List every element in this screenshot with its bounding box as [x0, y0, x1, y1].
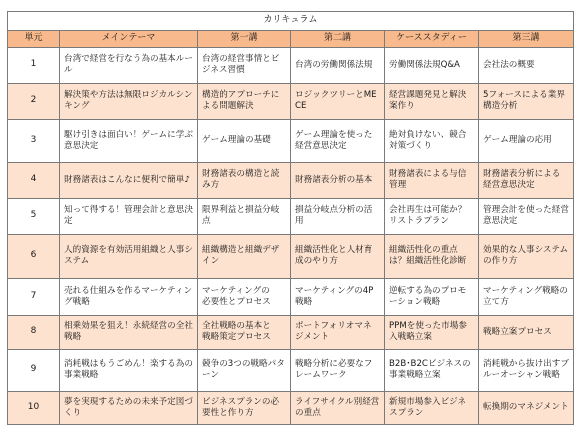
main-theme-cell: 人的資源を有効活用組織と人事システム — [60, 234, 198, 278]
case-study-cell: 絶対負けない、競合対策づくり — [385, 119, 479, 162]
lecture-2-cell: 損益分岐点分析の活用 — [291, 198, 385, 234]
lecture-2-cell: 組織活性化と人材育成のやり方 — [291, 234, 385, 278]
lecture-2-cell: マーケティングの4P戦略 — [291, 278, 385, 315]
lecture-1-cell: 財務諸表の構造と読み方 — [198, 162, 291, 198]
lecture-3-cell: ゲーム理論の応用 — [479, 119, 574, 162]
header-lecture-3: 第三講 — [479, 31, 574, 48]
lecture-3-cell: 転換期のマネジメント — [479, 391, 574, 424]
main-theme-cell: 売れる仕組みを作るマーケティング戦略 — [60, 278, 198, 315]
main-theme-cell: 相乗効果を狙え！永続経営の全社戦略 — [60, 315, 198, 349]
lecture-3-cell: 戦略立案プロセス — [479, 315, 574, 349]
table-row — [8, 234, 574, 278]
case-study-cell: B2B･B2Cビジネスの事業戦略立案 — [385, 349, 479, 391]
unit-number: 3 — [8, 119, 60, 162]
unit-number: 8 — [8, 315, 60, 349]
main-theme-cell: 財務諸表はこんなに便利で簡単♪ — [60, 162, 198, 198]
table-row — [8, 198, 574, 234]
curriculum-table — [7, 11, 574, 425]
main-theme-cell: 解決策や方法は無限ロジカルシンキング — [60, 83, 198, 119]
lecture-3-cell: 効果的な人事システムの作り方 — [479, 234, 574, 278]
case-study-cell: 財務諸表による与信管理 — [385, 162, 479, 198]
table-row — [8, 47, 574, 83]
lecture-2-cell: 台湾の労働関係法規 — [291, 47, 385, 83]
case-study-cell: 経営課題発見と解決案作り — [385, 83, 479, 119]
case-study-cell: 新規市場参入ビジネスプラン — [385, 391, 479, 424]
case-study-cell: 組織活性化の重点は？組織活性化診断 — [385, 234, 479, 278]
case-study-cell: 労働関係法規Q&A — [385, 47, 479, 83]
lecture-3-cell: 財務諸表分析による 経営意思決定 — [479, 162, 574, 198]
table-title: カリキュラム — [8, 12, 574, 31]
unit-number: 7 — [8, 278, 60, 315]
case-study-cell: 逆転する為のプロモーション戦略 — [385, 278, 479, 315]
header-unit: 単元 — [8, 31, 60, 48]
lecture-3-cell: マーケティング戦略の立て方 — [479, 278, 574, 315]
table-row — [8, 391, 574, 424]
header-case-study: ケーススタディー — [385, 31, 479, 48]
lecture-1-cell: 台湾の経営事情とビジネス習慣 — [198, 47, 291, 83]
unit-number: 1 — [8, 47, 60, 83]
unit-number: 6 — [8, 234, 60, 278]
table-row — [8, 315, 574, 349]
lecture-1-cell: ゲーム理論の基礎 — [198, 119, 291, 162]
unit-number: 2 — [8, 83, 60, 119]
lecture-1-cell: マーケティングの 必要性とプロセス — [198, 278, 291, 315]
case-study-cell: PPMを使った市場参入戦略立案 — [385, 315, 479, 349]
header-main-theme: メインテーマ — [60, 31, 198, 48]
main-theme-cell: 夢を実現するための未来予定図づくり — [60, 391, 198, 424]
main-theme-cell: 消耗戦はもうごめん！楽する為の事業戦略 — [60, 349, 198, 391]
lecture-1-cell: 組織構造と組織デザイン — [198, 234, 291, 278]
table-row — [8, 278, 574, 315]
main-theme-cell: 駆け引きは面白い！ゲームに学ぶ意思決定 — [60, 119, 198, 162]
main-theme-cell: 知って得する！管理会計と意思決定 — [60, 198, 198, 234]
table-row — [8, 162, 574, 198]
lecture-1-cell: 限界利益と損益分岐点 — [198, 198, 291, 234]
lecture-2-cell: ライフサイクル別経営の重点 — [291, 391, 385, 424]
table-row — [8, 119, 574, 162]
unit-number: 4 — [8, 162, 60, 198]
table-row — [8, 349, 574, 391]
lecture-1-cell: 構造的アプローチによる問題解決 — [198, 83, 291, 119]
table-row — [8, 83, 574, 119]
header-lecture-1: 第一講 — [198, 31, 291, 48]
lecture-3-cell: 5フォースによる業界構造分析 — [479, 83, 574, 119]
unit-number: 10 — [8, 391, 60, 424]
lecture-2-cell: 財務諸表分析の基本 — [291, 162, 385, 198]
lecture-1-cell: 全社戦略の基本と 戦略策定プロセス — [198, 315, 291, 349]
lecture-2-cell: 戦略分析に必要なフレームワーク — [291, 349, 385, 391]
lecture-2-cell: ポートフォリオマネジメント — [291, 315, 385, 349]
lecture-1-cell: 競争の3つの戦略パターン — [198, 349, 291, 391]
lecture-3-cell: 会社法の概要 — [479, 47, 574, 83]
lecture-2-cell: ロジックツリーとMECE — [291, 83, 385, 119]
unit-number: 5 — [8, 198, 60, 234]
main-theme-cell: 台湾で経営を行なう為の基本ルール — [60, 47, 198, 83]
case-study-cell: 会社再生は可能か？リストラプラン — [385, 198, 479, 234]
header-lecture-2: 第二講 — [291, 31, 385, 48]
unit-number: 9 — [8, 349, 60, 391]
lecture-3-cell: 消耗戦から抜け出すブルーオーシャン戦略 — [479, 349, 574, 391]
lecture-2-cell: ゲーム理論を使った 経営意思決定 — [291, 119, 385, 162]
lecture-3-cell: 管理会計を使った経営意思決定 — [479, 198, 574, 234]
lecture-1-cell: ビジネスプランの必要性と作り方 — [198, 391, 291, 424]
